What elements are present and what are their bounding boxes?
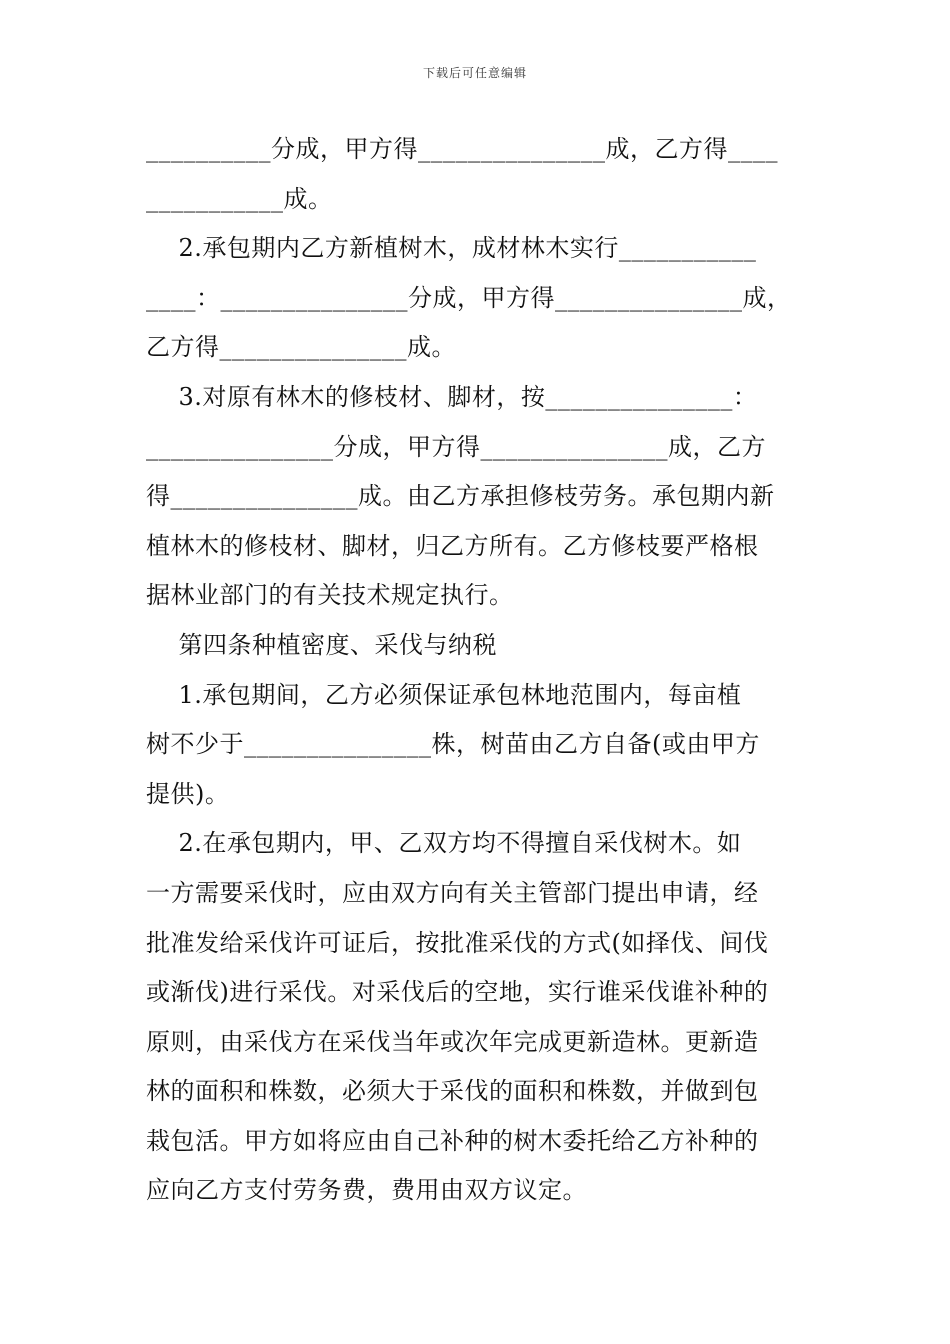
text-line: 植林木的修枝材、脚材，归乙方所有。乙方修枝要严格根 [146, 531, 759, 560]
text-line: _______________分成，甲方得_______________成，乙方 [146, 432, 766, 461]
page-header: 下载后可任意编辑 [422, 66, 527, 80]
text-line: 或渐伐)进行采伐。对采伐后的空地，实行谁采伐谁补种的 [146, 978, 769, 1007]
text-line: 一方需要采伐时，应由双方向有关主管部门提出申请，经 [146, 878, 759, 907]
text-line: 乙方得_______________成。 [146, 333, 456, 362]
text-line: 林的面积和株数，必须大于采伐的面积和株数，并做到包 [146, 1077, 759, 1106]
text-line: 批准发给采伐许可证后，按批准采伐的方式(如择伐、间伐 [146, 928, 769, 957]
text-line: 2.承包期内乙方新植树木，成材林木实行___________ [146, 234, 757, 263]
text-line: 得_______________成。由乙方承担修枝劳务。承包期内新 [146, 482, 775, 511]
text-line: 3.对原有林木的修枝材、脚材，按_______________： [146, 382, 758, 411]
text-line: 据林业部门的有关技术规定执行。 [146, 581, 514, 610]
text-line: 应向乙方支付劳务费，费用由双方议定。 [146, 1176, 587, 1205]
section-heading: 第四条种植密度、采伐与纳税 [146, 630, 498, 659]
document-body [146, 125, 808, 1216]
text-line: __________分成，甲方得_______________成，乙方得____ [146, 135, 778, 163]
text-line: 树不少于_______________株，树苗由乙方自备(或由甲方 [146, 730, 760, 759]
text-line: 栽包活。甲方如将应由自己补种的树木委托给乙方补种的 [146, 1126, 759, 1155]
text-line: ____：_______________分成，甲方得_______________成， [146, 283, 792, 312]
text-line: 提供)。 [146, 779, 230, 808]
text-line: 1.承包期间，乙方必须保证承包林地范围内，每亩植 [146, 680, 742, 709]
text-line: 原则，由采伐方在采伐当年或次年完成更新造林。更新造 [146, 1027, 759, 1056]
text-line: 2.在承包期内，甲、乙双方均不得擅自采伐树木。如 [146, 829, 742, 858]
text-line: ___________成。 [146, 184, 333, 213]
